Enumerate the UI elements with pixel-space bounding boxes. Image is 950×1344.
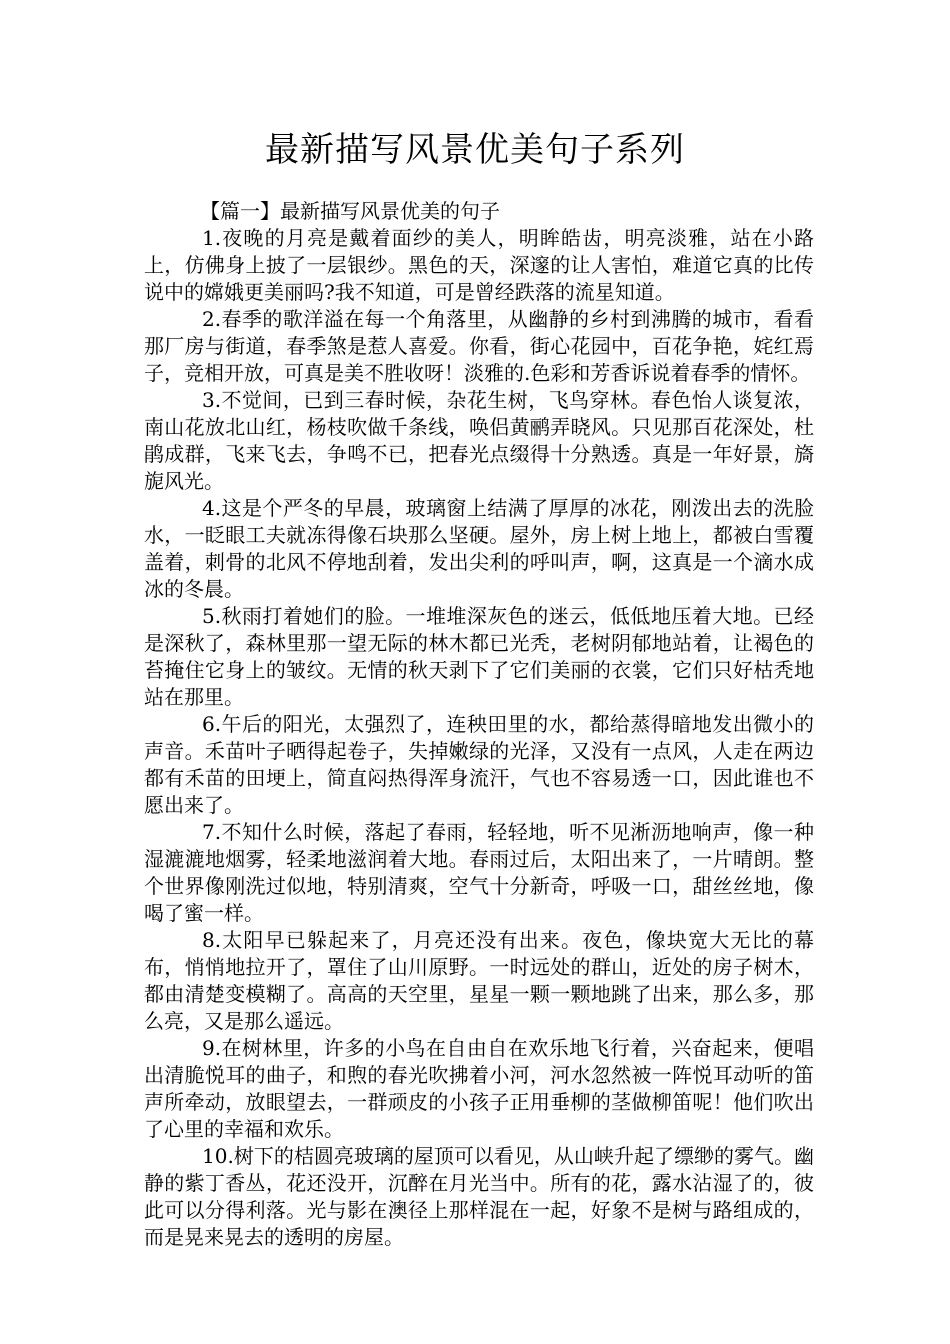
paragraph-5: 5.秋雨打着她们的脸。一堆堆深灰色的迷云，低低地压着大地。已经是深秋了，森林里那一望无际的林木都已光秃，老树阴郁地站着，让褐色的苔掩住它身上的皱纹。无情的秋天剥下了它们美丽的衣裳，它们只好枯秃地站在那里。 [144,604,814,709]
paragraph-10: 10.树下的桔圆亮玻璃的屋顶可以看见，从山峡升起了缥缈的雾气。幽静的紫丁香丛，花还没开，沉醉在月光当中。所有的花，露水沾湿了的，彼此可以分得利落。光与影在澳径上那样混在一起，好象不是树与路组成的，而是晃来晃去的透明的房屋。 [144,1144,814,1249]
paragraph-7: 7.不知什么时候，落起了春雨，轻轻地，听不见淅沥地响声，像一种湿漉漉地烟雾，轻柔地滋润着大地。春雨过后，太阳出来了，一片晴朗。整个世界像刚洗过似地，特别清爽，空气十分新奇，呼吸一口，甜丝丝地，像喝了蜜一样。 [144,820,814,925]
paragraph-8: 8.太阳早已躲起来了，月亮还没有出来。夜色，像块宽大无比的幕布，悄悄地拉开了，罩住了山川原野。一时远处的群山，近处的房子树木，都由清楚变模糊了。高高的天空里，星星一颗一颗地跳了出来，那么多，那么亮，又是那么遥远。 [144,928,814,1033]
section-heading: 【篇一】最新描写风景优美的句子 [200,199,500,223]
paragraph-3: 3.不觉间，已到三春时候，杂花生树，飞鸟穿林。春色怡人谈复浓，南山花放北山红，杨枝吹做千条线，唤侣黄鹂弄晓风。只见那百花深处，杜鹃成群，飞来飞去，争鸣不已，把春光点缀得十分熟透。真是一年好景，旖旎风光。 [144,388,814,493]
document-title: 最新描写风景优美句子系列 [265,130,685,170]
document-body [144,198,814,1251]
paragraph-2: 2.春季的歌洋溢在每一个角落里，从幽静的乡村到沸腾的城市，看看那厂房与街道，春季煞是惹人喜爱。你看，街心花园中，百花争艳，姹红焉子，竞相开放，可真是美不胜收呀！淡雅的.色彩和芳香诉说着春季的情怀。 [144,307,814,385]
paragraph-1: 1.夜晚的月亮是戴着面纱的美人，明眸皓齿，明亮淡雅，站在小路上，仿佛身上披了一层银纱。黑色的天，深邃的让人害怕，难道它真的比传说中的嫦娥更美丽吗?我不知道，可是曾经跌落的流星知道。 [144,226,814,304]
paragraph-4: 4.这是个严冬的早晨，玻璃窗上结满了厚厚的冰花，刚泼出去的洗脸水，一眨眼工夫就冻得像石块那么坚硬。屋外，房上树上地上，都被白雪覆盖着，刺骨的北风不停地刮着，发出尖利的呼叫声，啊，这真是一个滴水成冰的冬晨。 [144,496,814,601]
paragraph-6: 6.午后的阳光，太强烈了，连秧田里的水，都给蒸得暗地发出微小的声音。禾苗叶子晒得起卷子，失掉嫩绿的光泽，又没有一点风，人走在两边都有禾苗的田埂上，简直闷热得浑身流汗，气也不容易透一口，因此谁也不愿出来了。 [144,712,814,817]
paragraph-9: 9.在树林里，许多的小鸟在自由自在欢乐地飞行着，兴奋起来，便唱出清脆悦耳的曲子，和煦的春光吹拂着小河，河水忽然被一阵悦耳动听的笛声所牵动，放眼望去，一群顽皮的小孩子正用垂柳的茎做柳笛呢！他们吹出了心里的幸福和欢乐。 [144,1036,814,1141]
